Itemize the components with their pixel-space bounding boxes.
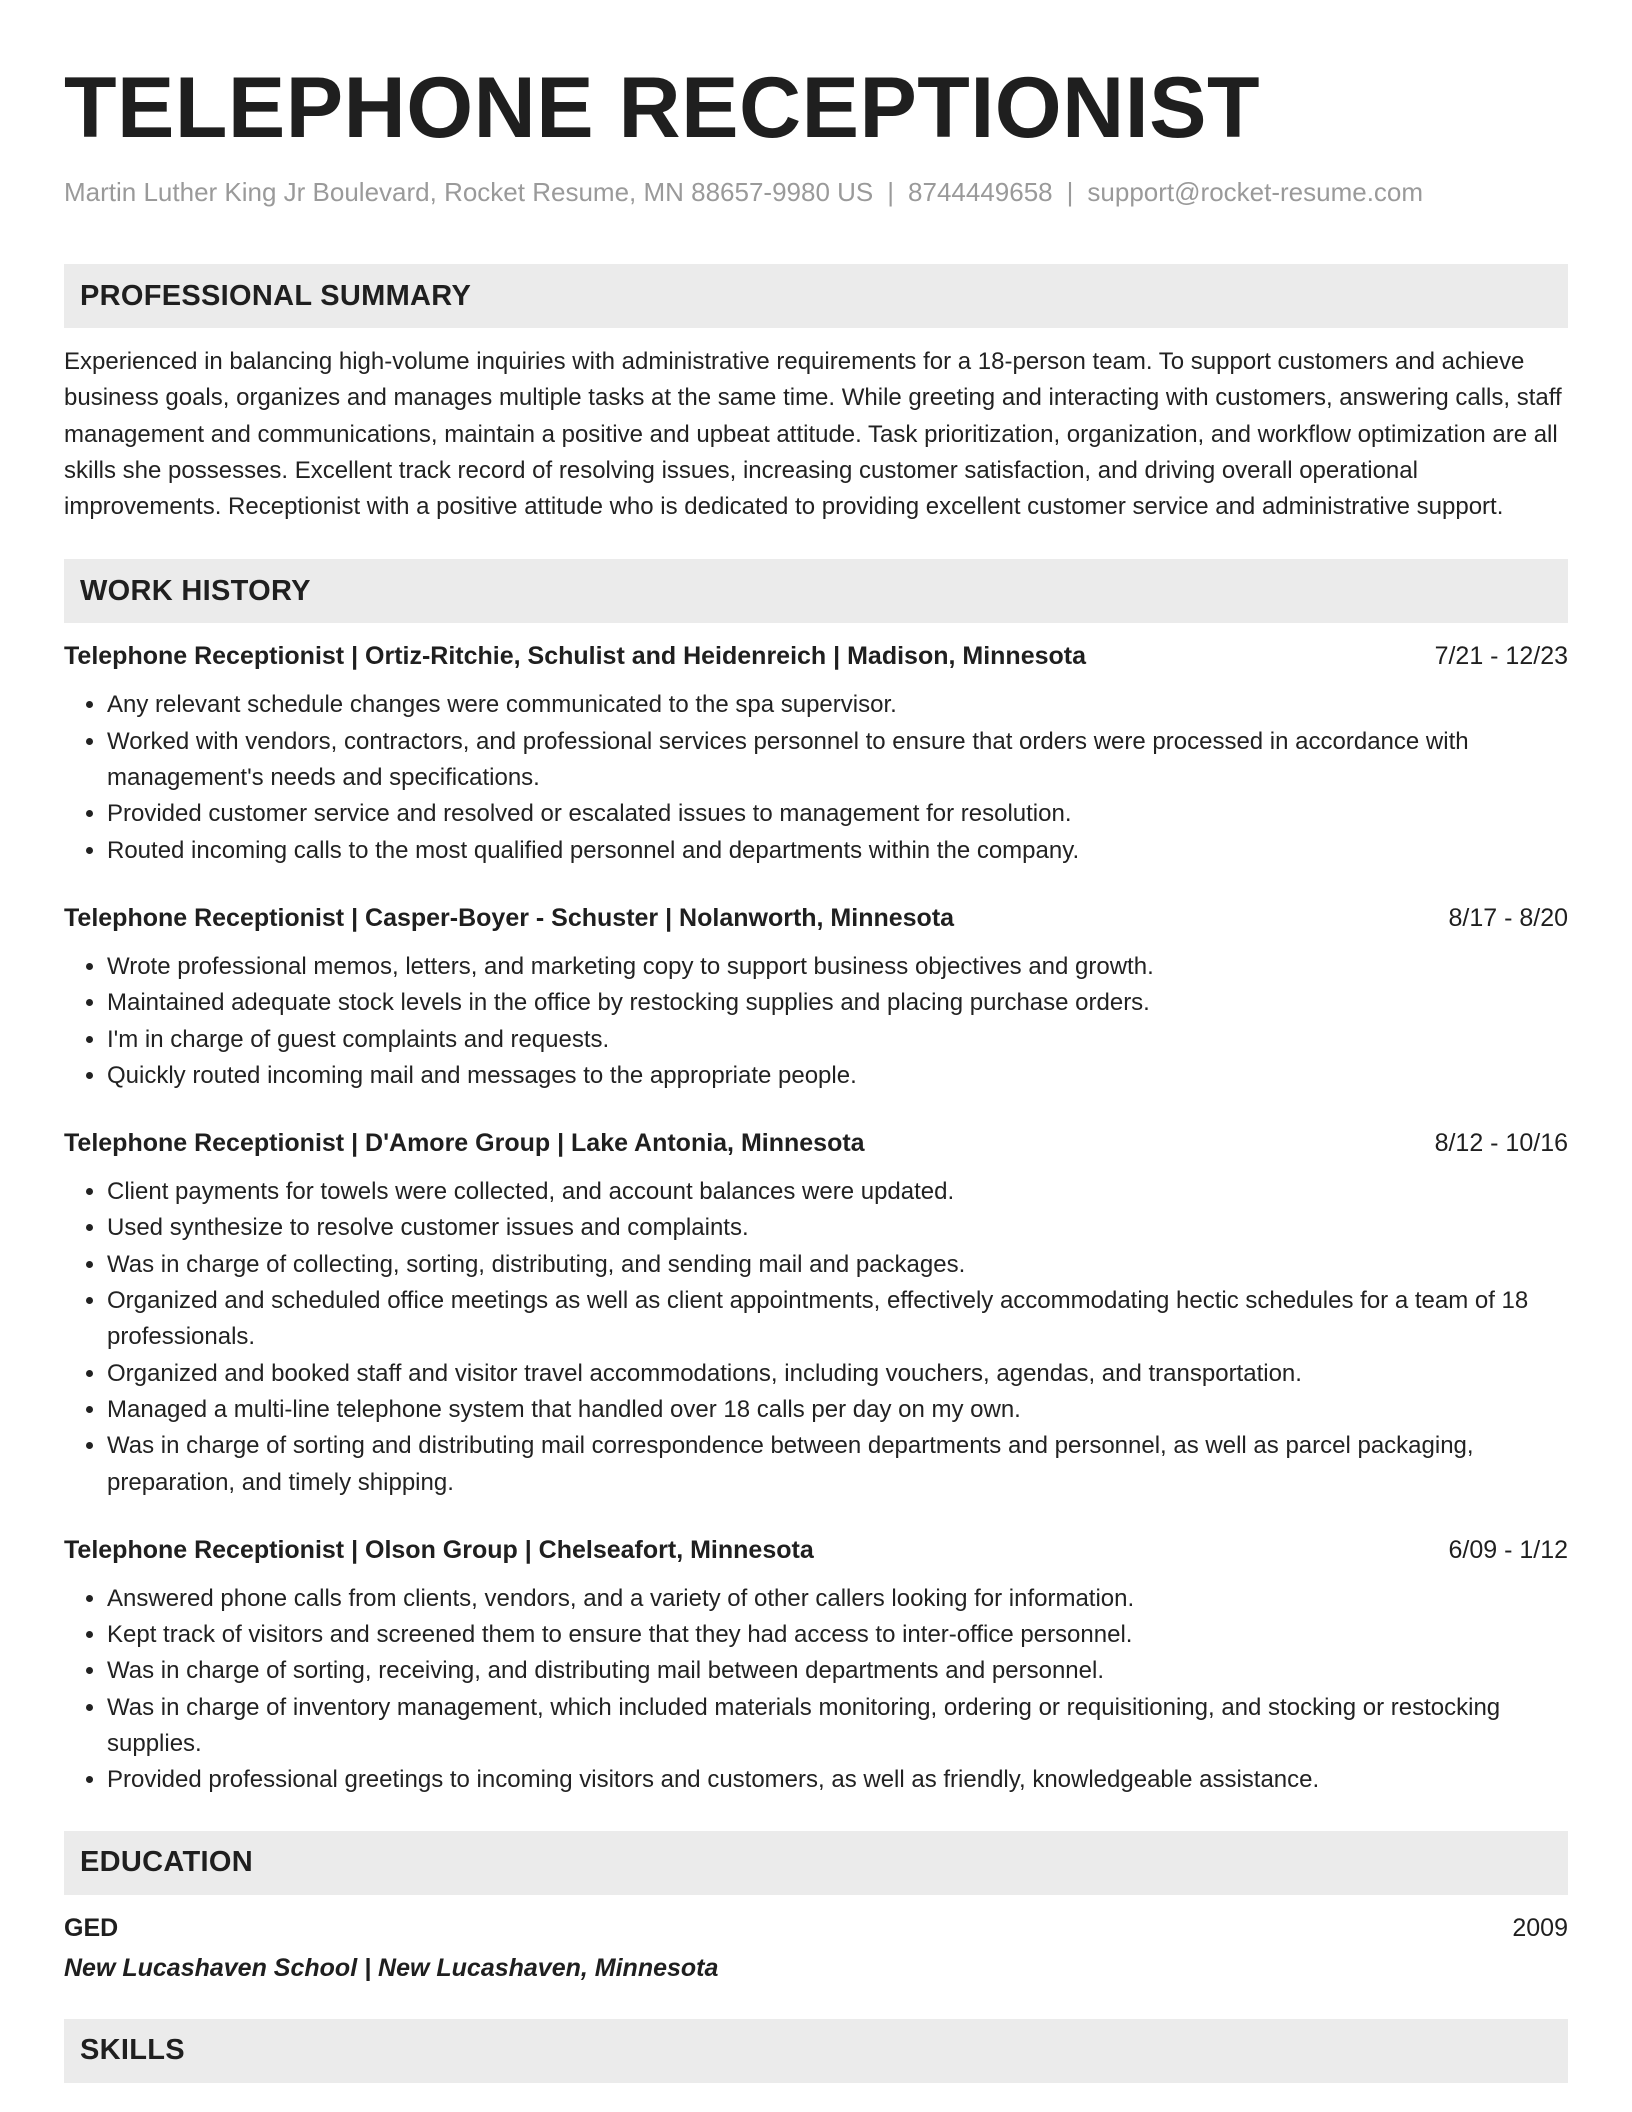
contact-address: Martin Luther King Jr Boulevard, Rocket Resume, MN 88657-9980 US (64, 177, 874, 207)
job-bullet: • Quickly routed incoming mail and messages to the appropriate people. (107, 1058, 1568, 1094)
job-bullet: • Was in charge of sorting, receiving, and distributing mail between departments and personnel. (107, 1653, 1568, 1689)
education-entry (64, 1911, 1568, 1985)
job-bullet: • Organized and scheduled office meetings as well as client appointments, effectively accommodating hectic schedules for a team of 18 professionals. (107, 1283, 1568, 1356)
job-bullets (64, 1174, 1568, 1501)
job-bullet: • Provided professional greetings to incoming visitors and customers, as well as friendly, knowledgeable assistance. (107, 1762, 1568, 1798)
job-bullet: • Any relevant schedule changes were communicated to the spa supervisor. (107, 687, 1568, 723)
job-bullet: • I'm in charge of guest complaints and requests. (107, 1022, 1568, 1058)
job-dates: 8/12 - 10/16 (1434, 1129, 1568, 1158)
job-header (64, 901, 1568, 935)
job-dates: 8/17 - 8/20 (1448, 903, 1568, 932)
contact-separator: | (887, 177, 895, 207)
job-header (64, 1126, 1568, 1160)
job-entry (64, 1533, 1568, 1799)
job-header (64, 639, 1568, 673)
education-school: New Lucashaven School | New Lucashaven, Minnesota (64, 1953, 719, 1982)
job-entry (64, 639, 1568, 868)
job-header (64, 1533, 1568, 1567)
job-bullet: • Client payments for towels were collected, and account balances were updated. (107, 1174, 1568, 1210)
section-heading-skills: SKILLS (64, 2019, 1568, 2083)
section-heading-work-history: WORK HISTORY (64, 559, 1568, 623)
job-title: Telephone Receptionist | Olson Group | Chelseafort, Minnesota (64, 1535, 814, 1564)
job-bullet: • Kept track of visitors and screened them to ensure that they had access to inter-office personnel. (107, 1617, 1568, 1653)
job-bullet: • Wrote professional memos, letters, and marketing copy to support business objectives and growth. (107, 949, 1568, 985)
contact-phone: 8744449658 (908, 177, 1053, 207)
job-bullet: • Managed a multi-line telephone system that handled over 18 calls per day on my own. (107, 1392, 1568, 1428)
job-bullet: • Provided customer service and resolved or escalated issues to management for resolution. (107, 796, 1568, 832)
contact-email: support@rocket-resume.com (1087, 177, 1424, 207)
summary-text: Experienced in balancing high-volume inquiries with administrative requirements for a 18-person team. To support customers and achieve business goals, organizes and manages multiple tasks at the same time. While greeting and interacting with customers, answering calls, staff management and communications, maintain a positive and upbeat attitude. Task prioritization, organization, and workflow optimization are all skills she possesses. Excellent track record of resolving issues, increasing customer satisfaction, and driving overall operational improvements. Receptionist with a positive attitude who is dedicated to providing excellent customer service and administrative support. (64, 348, 1562, 521)
job-dates: 6/09 - 1/12 (1448, 1535, 1568, 1564)
job-bullets (64, 949, 1568, 1094)
job-bullet: • Was in charge of collecting, sorting, distributing, and sending mail and packages. (107, 1247, 1568, 1283)
job-bullet: • Was in charge of sorting and distributing mail correspondence between departments and personnel, as well as parcel packaging, preparation, and timely shipping. (107, 1428, 1568, 1501)
work-history-list (64, 639, 1568, 1798)
job-dates: 7/21 - 12/23 (1434, 642, 1568, 671)
job-entry (64, 901, 1568, 1094)
job-bullet: • Answered phone calls from clients, vendors, and a variety of other callers looking for information. (107, 1581, 1568, 1617)
job-bullet: • Routed incoming calls to the most qualified personnel and departments within the company. (107, 833, 1568, 869)
section-heading-education: EDUCATION (64, 1831, 1568, 1895)
job-bullet: • Worked with vendors, contractors, and professional services personnel to ensure that orders were processed in accordance with management's needs and specifications. (107, 724, 1568, 797)
job-bullet: • Was in charge of inventory management, which included materials monitoring, ordering or requisitioning, and stocking or restocking supplies. (107, 1690, 1568, 1763)
contact-separator: | (1066, 177, 1074, 207)
job-entry (64, 1126, 1568, 1501)
job-bullets (64, 1581, 1568, 1799)
job-title: Telephone Receptionist | Ortiz-Ritchie, Schulist and Heidenreich | Madison, Minnesota (64, 642, 1086, 671)
job-title: Telephone Receptionist | D'Amore Group | Lake Antonia, Minnesota (64, 1129, 865, 1158)
contact-line (64, 174, 1568, 210)
section-heading-summary: PROFESSIONAL SUMMARY (64, 264, 1568, 328)
job-bullet: • Maintained adequate stock levels in the office by restocking supplies and placing purchase orders. (107, 985, 1568, 1021)
job-bullet: • Organized and booked staff and visitor travel accommodations, including vouchers, agendas, and transportation. (107, 1356, 1568, 1392)
job-bullet: • Used synthesize to resolve customer issues and complaints. (107, 1210, 1568, 1246)
education-degree: GED (64, 1913, 119, 1942)
job-title: Telephone Receptionist | Casper-Boyer - Schuster | Nolanworth, Minnesota (64, 903, 955, 932)
resume-name-title: TELEPHONE RECEPTIONIST (64, 60, 1261, 156)
education-year: 2009 (1512, 1913, 1568, 1942)
education-header (64, 1911, 1568, 1945)
job-bullets (64, 687, 1568, 868)
